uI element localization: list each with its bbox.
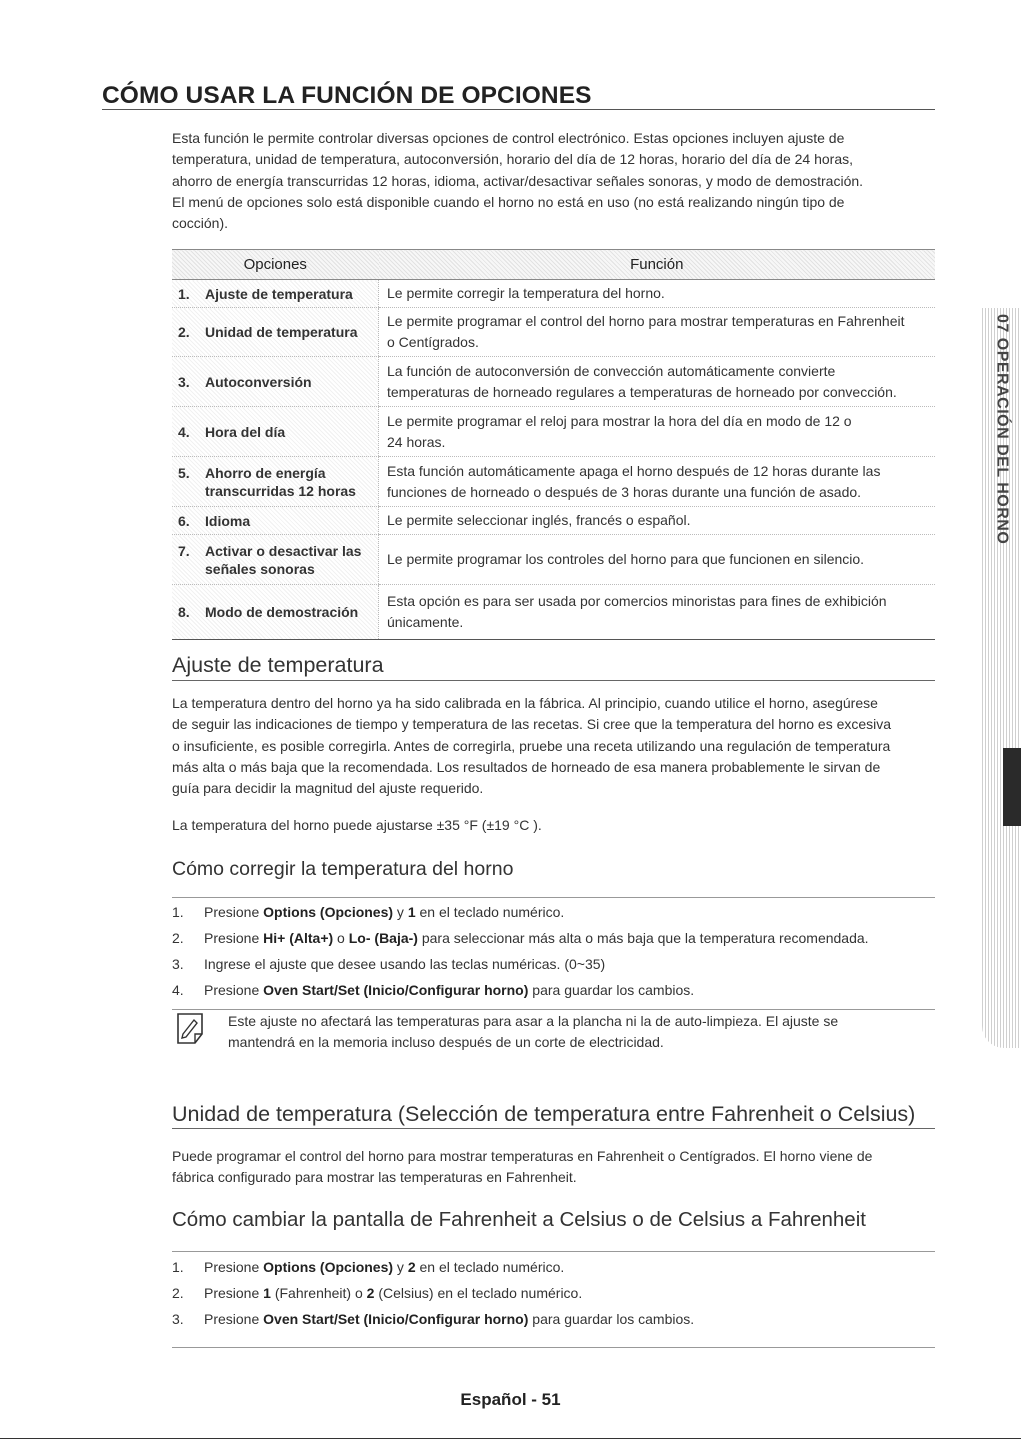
- step-text: Presione: [204, 982, 264, 998]
- table-row: [172, 535, 935, 585]
- option-label: Autoconversión: [205, 373, 312, 390]
- paragraph-line: fábrica configurado para mostrar las temperaturas en Fahrenheit.: [172, 1169, 577, 1186]
- note-icon: [175, 1012, 205, 1046]
- step-key: Oven Start/Set (Inicio/Configurar horno): [263, 982, 529, 998]
- change-display-steps: [172, 1254, 942, 1332]
- intro-line: temperatura, unidad de temperatura, autoconversión, horario del día de 12 horas, horario del día de 24 horas,: [172, 151, 853, 168]
- function-line: La función de autoconversión de convección automáticamente convierte: [387, 362, 836, 379]
- intro-line: cocción).: [172, 215, 229, 232]
- step-key: Options (Opciones): [263, 1259, 394, 1275]
- function-line: o Centígrados.: [387, 334, 479, 350]
- table-row: [172, 457, 935, 507]
- step-key: 2: [366, 1285, 375, 1301]
- option-number: 2.: [178, 324, 190, 340]
- function-line: Le permite programar los controles del horno para que funcionen en silencio.: [387, 551, 865, 567]
- option-number: 4.: [178, 423, 190, 440]
- step-item: [172, 1306, 942, 1332]
- table-row: [172, 407, 935, 457]
- option-label: Unidad de temperatura: [205, 324, 358, 340]
- table-row: [172, 280, 935, 308]
- step-key: 1: [263, 1285, 271, 1301]
- steps-divider: [172, 1347, 935, 1348]
- step-item: [172, 1280, 942, 1306]
- option-cell: [172, 407, 379, 457]
- note-line: mantendrá en la memoria incluso después de un corte de electricidad.: [228, 1034, 664, 1051]
- option-label: Ahorro de energía: [205, 464, 326, 481]
- correct-temperature-steps: [172, 899, 942, 1003]
- function-line: funciones de horneado o después de 3 horas durante una función de asado.: [387, 483, 862, 500]
- step-key: 1: [407, 904, 416, 920]
- function-line: Le permite corregir la temperatura del horno.: [387, 285, 665, 301]
- subsection-divider: [172, 1251, 935, 1252]
- step-text: en el teclado numérico.: [415, 904, 565, 920]
- option-number: 7.: [178, 542, 190, 559]
- step-text: (Celsius) en el teclado numérico.: [374, 1285, 583, 1301]
- bottom-divider: [0, 1438, 1021, 1439]
- subsection-divider: [172, 897, 935, 898]
- function-line: Le permite programar el reloj para mostrar la hora del día en modo de 12 o: [387, 412, 852, 429]
- function-cell: [379, 308, 936, 357]
- paragraph-line: o insuficiente, es posible corregirla. Antes de corregirla, pruebe una receta utilizando una regulación de temperatura: [172, 737, 891, 754]
- function-line: Le permite seleccionar inglés, francés o español.: [387, 512, 691, 528]
- step-number: 2.: [172, 930, 184, 946]
- step-item: [172, 899, 942, 925]
- step-item: [172, 1254, 942, 1280]
- table-row: [172, 585, 935, 640]
- temperature-range-text: La temperatura del horno puede ajustarse ±35 °F (±19 °C ).: [172, 817, 542, 833]
- header-function: Función: [379, 250, 936, 280]
- subsection-title-change-display: Cómo cambiar la pantalla de Fahrenheit a Celsius o de Celsius a Fahrenheit: [172, 1208, 866, 1231]
- step-text: Presione: [204, 904, 264, 920]
- step-number: 3.: [172, 1311, 184, 1327]
- temperature-paragraph: [172, 693, 947, 799]
- function-cell: [379, 357, 936, 407]
- step-key: 2: [407, 1259, 416, 1275]
- step-text: y: [393, 1259, 408, 1275]
- table-row: [172, 357, 935, 407]
- section-title-temperature-adjust: Ajuste de temperatura: [172, 653, 384, 677]
- step-number: 1.: [172, 904, 184, 920]
- step-text: Ingrese el ajuste que desee usando las teclas numéricas. (0~35): [204, 956, 606, 972]
- paragraph-line: La temperatura dentro del horno ya ha sido calibrada en la fábrica. Al principio, cuando utilice el horno, asegúrese: [172, 695, 878, 711]
- step-text: en el teclado numérico.: [415, 1259, 565, 1275]
- option-label: Hora del día: [205, 423, 286, 440]
- step-number: 2.: [172, 1285, 184, 1301]
- step-number: 1.: [172, 1259, 184, 1275]
- option-cell: [172, 507, 379, 535]
- step-key: Lo- (Baja-): [348, 930, 418, 946]
- option-cell: [172, 535, 379, 585]
- option-cell: [172, 457, 379, 507]
- step-text: Presione: [204, 930, 264, 946]
- option-cell: [172, 280, 379, 308]
- intro-line: Esta función le permite controlar diversas opciones de control electrónico. Estas opciones incluyen ajuste de: [172, 130, 845, 146]
- title-divider: [102, 109, 935, 110]
- option-label: Activar o desactivar las: [205, 542, 362, 559]
- page-title: CÓMO USAR LA FUNCIÓN DE OPCIONES: [102, 82, 592, 109]
- option-label: Modo de demostración: [205, 604, 359, 620]
- step-text: (Fahrenheit) o: [270, 1285, 367, 1301]
- steps-divider: [172, 1009, 935, 1010]
- function-line: Esta opción es para ser usada por comercios minoristas para fines de exhibición: [387, 593, 887, 609]
- step-text: Presione: [204, 1285, 264, 1301]
- paragraph-line: guía para decidir la magnitud del ajuste requerido.: [172, 780, 484, 797]
- option-label: transcurridas 12 horas: [205, 482, 356, 499]
- step-key: Hi+ (Alta+): [263, 930, 334, 946]
- paragraph-line: Puede programar el control del horno para mostrar temperaturas en Fahrenheit o Centígrados. El horno viene de: [172, 1148, 873, 1164]
- step-text: y: [393, 904, 408, 920]
- options-table: [172, 249, 935, 640]
- intro-line: El menú de opciones solo está disponible cuando el horno no está en uso (no está realizando ningún tipo de: [172, 193, 845, 210]
- option-label: Ajuste de temperatura: [205, 285, 353, 302]
- option-number: 5.: [178, 464, 190, 481]
- note-line: Este ajuste no afectará las temperaturas para asar a la plancha ni la de auto-limpieza. El ajuste se: [228, 1013, 839, 1029]
- option-cell: [172, 308, 379, 357]
- chapter-position-marker: [1003, 748, 1021, 826]
- step-item: [172, 977, 942, 1003]
- intro-paragraph: [172, 128, 942, 234]
- function-cell: [379, 585, 936, 640]
- option-cell: [172, 585, 379, 640]
- table-row: [172, 507, 935, 535]
- function-line: temperaturas de horneado regulares a temperaturas de horneado por convección.: [387, 383, 897, 400]
- function-cell: [379, 457, 936, 507]
- step-item: [172, 951, 942, 977]
- step-text: Presione: [204, 1311, 264, 1327]
- step-number: 4.: [172, 982, 184, 998]
- function-line: 24 horas.: [387, 433, 446, 450]
- step-number: 3.: [172, 956, 184, 972]
- option-label: Idioma: [205, 512, 251, 529]
- function-cell: [379, 280, 936, 308]
- header-options: Opciones: [172, 250, 379, 280]
- option-number: 1.: [178, 285, 190, 302]
- function-line: únicamente.: [387, 614, 464, 630]
- table-header-row: [172, 250, 935, 280]
- step-text: para guardar los cambios.: [528, 1311, 695, 1327]
- section-title-temperature-unit: Unidad de temperatura (Selección de temperatura entre Fahrenheit o Celsius): [172, 1102, 916, 1126]
- intro-line: ahorro de energía transcurridas 12 horas, idioma, activar/desactivar señales sonoras, y modo de demostración.: [172, 172, 864, 189]
- option-number: 3.: [178, 373, 190, 390]
- function-line: Le permite programar el control del horno para mostrar temperaturas en Fahrenheit: [387, 313, 905, 329]
- table-row: [172, 308, 935, 357]
- step-key: Options (Opciones): [263, 904, 394, 920]
- unit-paragraph: [172, 1146, 942, 1189]
- step-item: [172, 925, 942, 951]
- section-divider: [172, 680, 935, 681]
- step-text: para guardar los cambios.: [528, 982, 695, 998]
- chapter-tab-label: 07 OPERACIÓN DEL HORNO: [993, 314, 1011, 545]
- paragraph-line: más alta o más baja que la recomendada. Los resultados de horneado de esa manera probablemente le sirvan de: [172, 758, 881, 775]
- subsection-title-correct-temperature: Cómo corregir la temperatura del horno: [172, 858, 514, 880]
- paragraph-line: de seguir las indicaciones de tiempo y temperatura de las recetas. Si cree que la temperatura del horno es excesiva: [172, 716, 892, 733]
- step-text: o: [333, 930, 349, 946]
- function-cell: [379, 535, 936, 585]
- step-text: para seleccionar más alta o más baja que la temperatura recomendada.: [417, 930, 869, 946]
- option-number: 6.: [178, 512, 190, 529]
- option-label: señales sonoras: [205, 560, 315, 577]
- function-cell: [379, 407, 936, 457]
- step-key: Oven Start/Set (Inicio/Configurar horno): [263, 1311, 529, 1327]
- note-text: [228, 1011, 838, 1054]
- function-cell: [379, 507, 936, 535]
- function-line: Esta función automáticamente apaga el horno después de 12 horas durante las: [387, 462, 881, 479]
- section-divider: [172, 1128, 935, 1129]
- page-footer: Español - 51: [460, 1390, 561, 1409]
- step-text: Presione: [204, 1259, 264, 1275]
- option-cell: [172, 357, 379, 407]
- option-number: 8.: [178, 604, 190, 620]
